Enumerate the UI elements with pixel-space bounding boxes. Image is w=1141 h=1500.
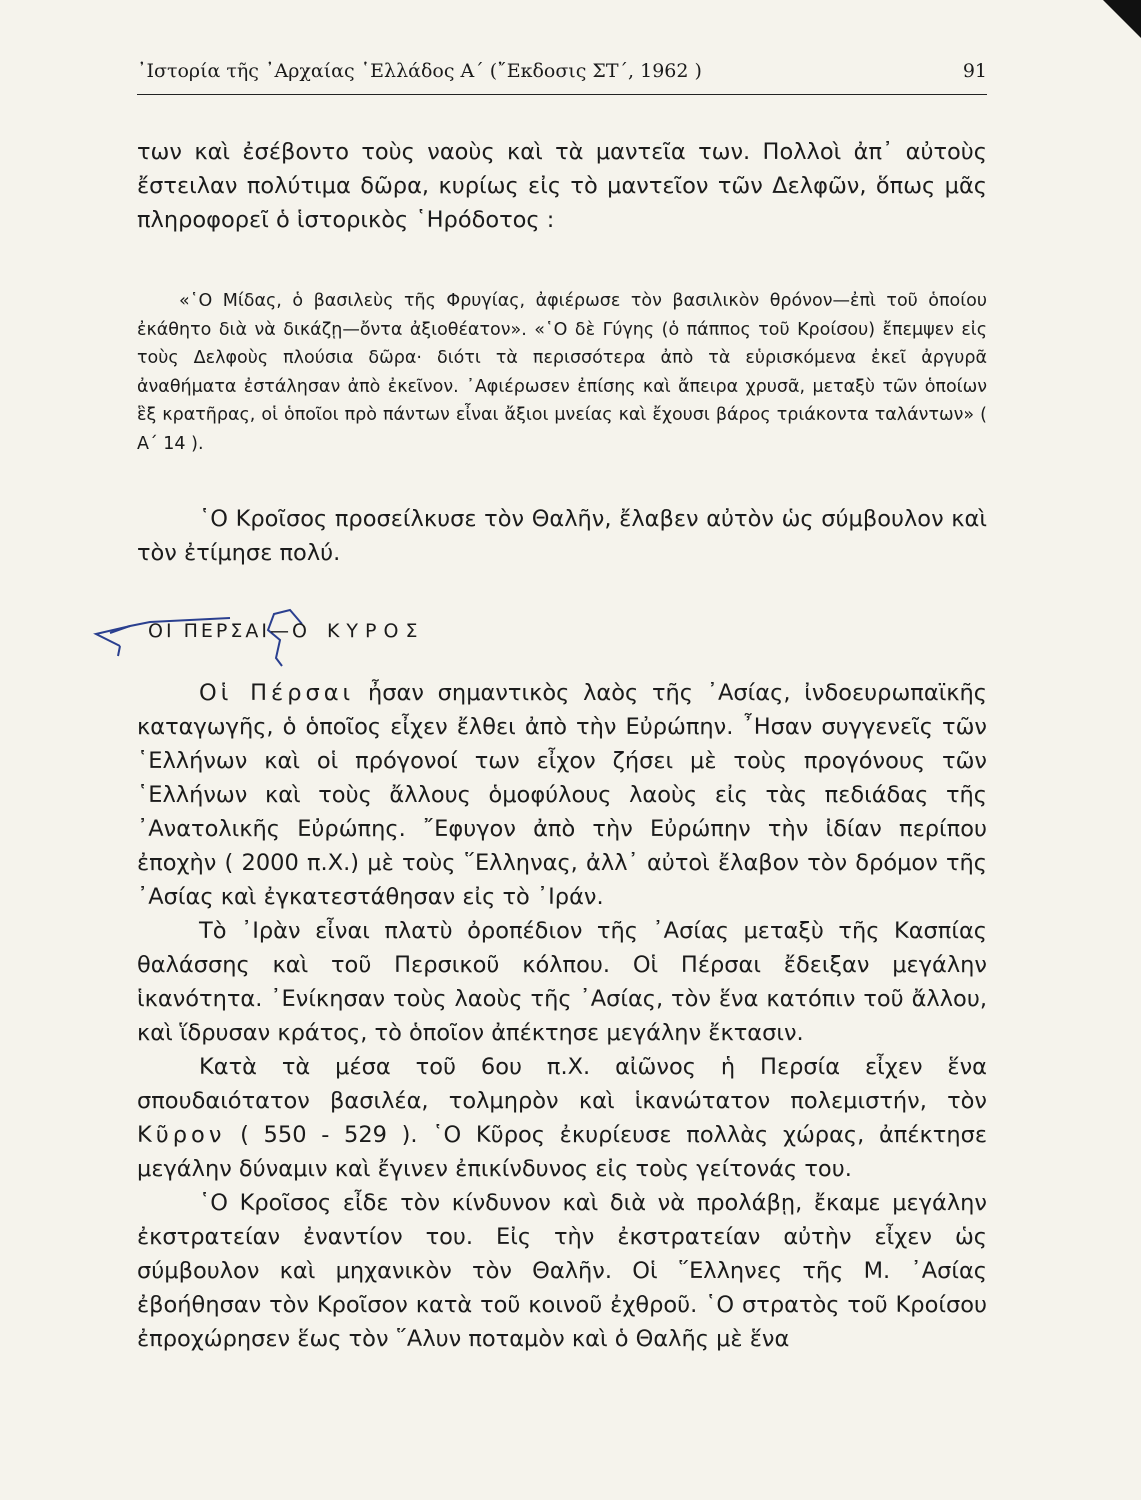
section-heading: [148, 620, 424, 642]
page-header: [137, 60, 987, 82]
paragraph-cyrus-text-b: ( 550 - 529 ). ῾Ο Κῦρος ἐκυρίευσε πολλὰς χώρας, ἀπέκτησε μεγάλην δύναμιν καὶ ἔγινεν ἐπικίνδυνος εἰς τοὺς γείτονάς του.: [137, 1122, 987, 1182]
heading-dash: —: [269, 620, 292, 642]
paragraph-persians-text: ἦσαν σημαντικὸς λαὸς τῆς ᾿Ασίας, ἰνδοευρωπαϊκῆς καταγωγῆς, ὁ ὁποῖος εἶχεν ἔλθει ἀπὸ τὴν Εὐρώπην. ῏Ησαν συγγενεῖς τῶν ῾Ελλήνων καὶ οἱ πρόγονοί των εἶχον ζήσει μὲ τοὺς προγόνους τῶν ῾Ελλήνων καὶ τοὺς ἄλλους ὁμοφύλους λαοὺς εἰς τὰς πεδιάδας τῆς ᾿Ανατολικῆς Εὐρώπης. ῎Εφυγον ἀπὸ τὴν Εὐρώπην τὴν ἰδίαν περίπου ἐποχὴν ( 2000 π.Χ.) μὲ τοὺς ῞Ελληνας, ἀλλ᾿ αὐτοὶ ἔλαβον τὸν δρόμον τῆς ᾿Ασίας καὶ ἐγκατεστάθησαν εἰς τὸ ᾿Ιράν.: [137, 680, 988, 910]
heading-persians: ΟΙ ΠΕΡΣΑΙ: [148, 620, 270, 642]
paragraph-persians: [137, 676, 987, 914]
page-number: 91: [962, 60, 987, 82]
page-corner-shadow: [1103, 0, 1141, 38]
header-rule: [137, 94, 987, 95]
paragraph-iran: Τὸ ᾿Ιρὰν εἶναι πλατὺ ὀροπέδιον τῆς ᾿Ασίας μεταξὺ τῆς Κασπίας θαλάσσης καὶ τοῦ Περσικοῦ κόλπου. Οἱ Πέρσαι ἔδειξαν μεγάλην ἱκανότητα. ᾿Ενίκησαν τοὺς λαοὺς τῆς ᾿Ασίας, τὸν ἕνα κατόπιν τοῦ ἄλλου, καὶ ἵδρυσαν κράτος, τὸ ὁποῖον ἀπέκτησε μεγάλην ἔκτασιν.: [137, 918, 987, 1046]
paragraph-cyrus-text-a: Κατὰ τὰ μέσα τοῦ 6ου π.Χ. αἰῶνος ἡ Περσία εἶχεν ἕνα σπουδαιότατον βασιλέα, τολμηρὸν καὶ ἱκανώτατον πολεμιστήν, τὸν: [137, 1054, 987, 1114]
main-text: [137, 676, 987, 1356]
heading-cyrus: Ο ΚΥΡΟΣ: [291, 620, 425, 642]
paragraph-kroisos-campaign: ῾Ο Κροῖσος εἶδε τὸν κίνδυνον καὶ διὰ νὰ προλάβῃ, ἔκαμε μεγάλην ἐκστρατείαν ἐναντίον του. Εἰς τὴν ἐκστρατείαν αὐτὴν εἶχεν ὡς σύμβουλον καὶ μηχανικὸν τὸν Θαλῆν. Οἱ ῞Ελληνες τῆς Μ. ᾿Ασίας ἐβοήθησαν τὸν Κροῖσον κατὰ τοῦ κοινοῦ ἐχθροῦ. ῾Ο στρατὸς τοῦ Κροίσου ἐπροχώρησεν ἕως τὸν ῞Αλυν ποταμὸν καὶ ὁ Θαλῆς μὲ ἕνα: [137, 1190, 987, 1352]
emphasis-persians: Οἱ Πέρσαι: [199, 680, 355, 706]
emphasis-cyrus: Κῦρον: [137, 1122, 226, 1148]
paragraph-cyrus: [137, 1050, 987, 1186]
kroisos-thales-paragraph: ῾Ο Κροῖσος προσείλκυσε τὸν Θαλῆν, ἔλαβεν αὐτὸν ὡς σύμβουλον καὶ τὸν ἐτίμησε πολύ.: [137, 506, 987, 566]
herodotus-quote: «῾Ο Μίδας, ὁ βασιλεὺς τῆς Φρυγίας, ἀφιέρωσε τὸν βασιλικὸν θρόνον—ἐπὶ τοῦ ὁποίου ἐκάθητο διὰ νὰ δικάζῃ—ὄντα ἀξιοθέατον». «῾Ο δὲ Γύγης (ὁ πάππος τοῦ Κροίσου) ἔπεμψεν εἰς τοὺς Δελφοὺς πλούσια δῶρα· διότι τὰ περισσότερα ἀπὸ τὰ εὑρισκόμενα ἐκεῖ ἀργυρᾶ ἀναθήματα ἐστάλησαν ἀπὸ ἐκεῖνον. ᾿Αφιέρωσεν ἐπίσης καὶ ἄπειρα χρυσᾶ, μεταξὺ τῶν ὁποίων ἓξ κρατῆρας, οἱ ὁποῖοι πρὸ πάντων εἶναι ἄξιοι μνείας καὶ ἔχουσι βάρος τριάκοντα ταλάντων» ( Α΄ 14 ).: [137, 291, 987, 454]
running-title: ᾿Ιστορία τῆς ᾿Αρχαίας ῾Ελλάδος Α΄ (῎Εκδοσις ΣΤ΄, 1962 ): [137, 60, 702, 82]
intro-paragraph: των καὶ ἐσέβοντο τοὺς ναοὺς καὶ τὰ μαντεῖα των. Πολλοὶ ἀπ᾿ αὐτοὺς ἔστειλαν πολύτιμα δῶρα, κυρίως εἰς τὸ μαντεῖον τῶν Δελφῶν, ὅπως μᾶς πληροφορεῖ ὁ ἱστορικὸς ῾Ηρόδοτος :: [137, 139, 987, 233]
